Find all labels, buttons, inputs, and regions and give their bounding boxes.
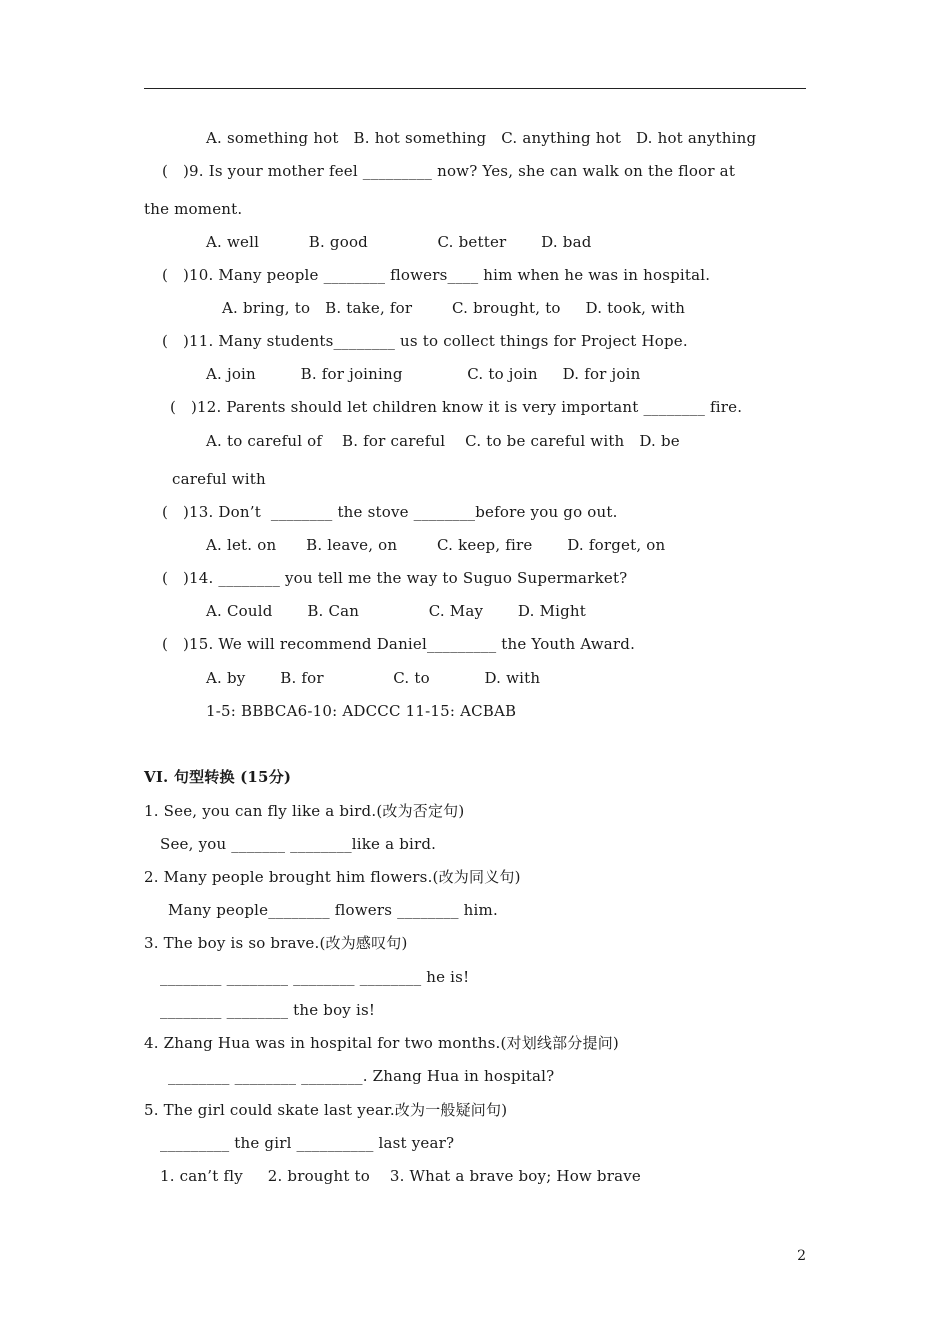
answer-key-1: 1-5: BBBCA6-10: ADCCC 11-15: ACBAB — [206, 702, 517, 720]
q15-options: A. by B. for C. to D. with — [206, 669, 541, 687]
page-number: 2 — [797, 1248, 806, 1264]
q13-stem: ( )13. Don’t ________ the stove ________before you go out. — [162, 503, 618, 521]
s6-q1-answer-line: See, you _______ ________like a bird. — [160, 835, 437, 853]
s6-q3-answer-line-1: ________ ________ ________ ________ he is! — [160, 968, 470, 986]
header-rule — [144, 88, 806, 89]
s6-q5-answer-line: _________ the girl __________ last year? — [160, 1134, 455, 1152]
s6-q4: 4. Zhang Hua was in hospital for two months.(对划线部分提问) — [144, 1034, 619, 1052]
q12-options-cont: careful with — [172, 470, 266, 488]
s6-q3-answer-line-2: ________ ________ the boy is! — [160, 1001, 376, 1019]
q9-stem: ( )9. Is your mother feel _________ now? Yes, she can walk on the floor at — [162, 162, 736, 180]
s6-q5: 5. The girl could skate last year.改为一般疑问句) — [144, 1101, 508, 1119]
q15-stem: ( )15. We will recommend Daniel_________ the Youth Award. — [162, 635, 636, 653]
q14-options: A. Could B. Can C. May D. Might — [206, 602, 587, 620]
q12-options: A. to careful of B. for careful C. to be careful with D. be — [206, 432, 680, 450]
q9-options: A. well B. good C. better D. bad — [206, 233, 592, 251]
s6-q4-answer-line: ________ ________ ________. Zhang Hua in hospital? — [168, 1067, 555, 1085]
s6-q3: 3. The boy is so brave.(改为感叹句) — [144, 934, 408, 952]
q11-stem: ( )11. Many students________ us to collect things for Project Hope. — [162, 332, 688, 350]
section-6-title: VI. 句型转换 (15分) — [144, 768, 292, 786]
q13-options: A. let. on B. leave, on C. keep, fire D. forget, on — [206, 536, 666, 554]
q11-options: A. join B. for joining C. to join D. for join — [206, 365, 641, 383]
q10-stem: ( )10. Many people ________ flowers____ him when he was in hospital. — [162, 266, 711, 284]
s6-q1: 1. See, you can fly like a bird.(改为否定句) — [144, 802, 465, 820]
q10-options: A. bring, to B. take, for C. brought, to D. took, with — [222, 299, 686, 317]
s6-q2-answer-line: Many people________ flowers ________ him. — [168, 901, 498, 919]
q8-options: A. something hot B. hot something C. anything hot D. hot anything — [206, 129, 757, 147]
s6-q2: 2. Many people brought him flowers.(改为同义句) — [144, 868, 521, 886]
q12-stem: ( )12. Parents should let children know it is very important ________ fire. — [170, 398, 743, 416]
answer-key-6: 1. can’t fly 2. brought to 3. What a brave boy; How brave — [160, 1167, 642, 1185]
q14-stem: ( )14. ________ you tell me the way to Suguo Supermarket? — [162, 569, 628, 587]
q9-stem-cont: the moment. — [144, 200, 243, 218]
